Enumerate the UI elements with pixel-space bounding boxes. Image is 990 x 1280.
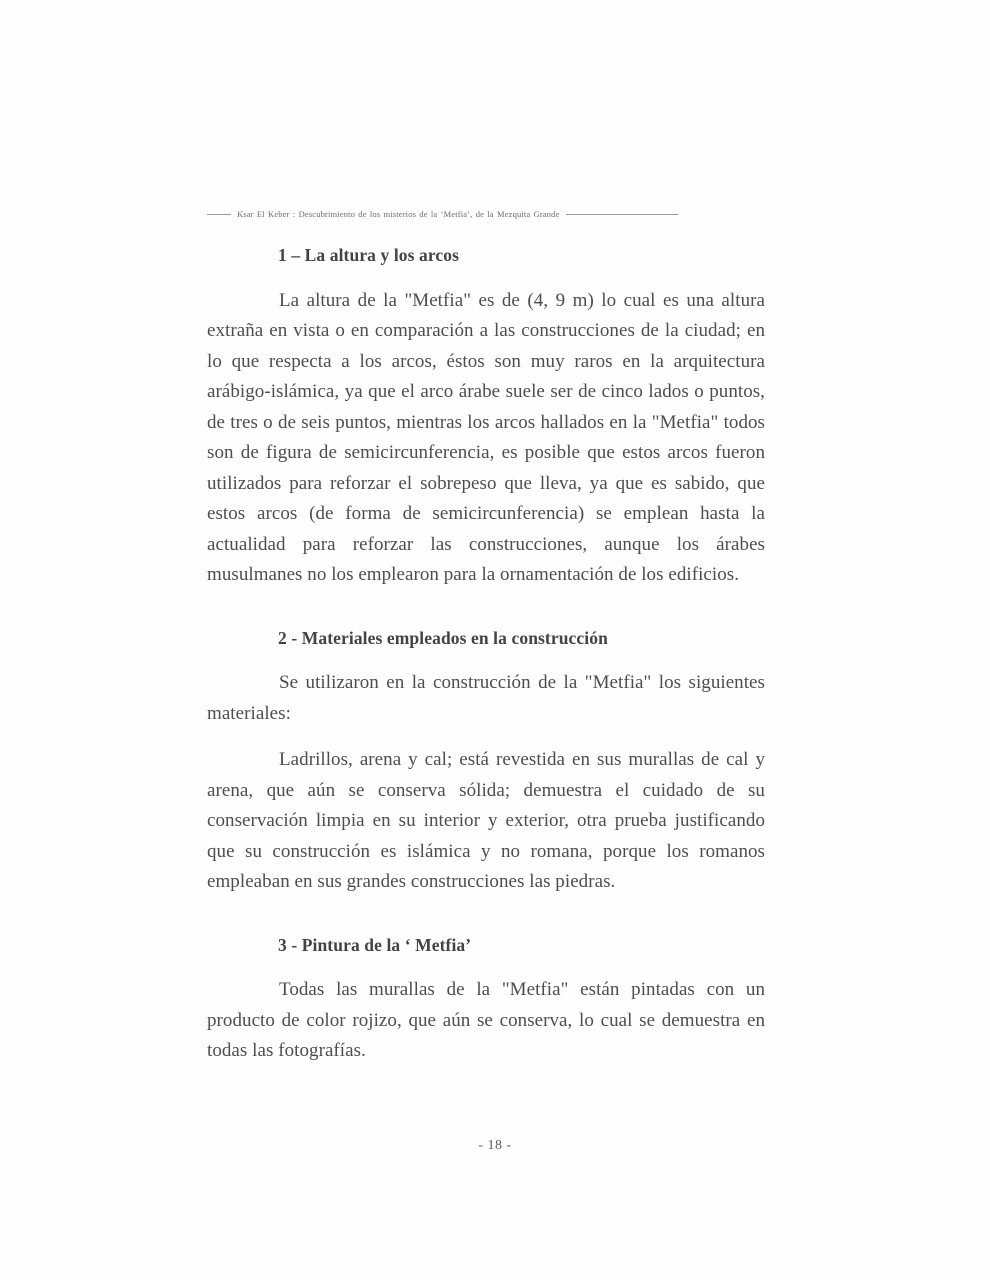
page-body xyxy=(207,244,765,1067)
section-2-paragraph-2: Ladrillos, arena y cal; está revestida en sus murallas de cal y arena, que aún se conserva sólida; demuestra el cuidado de su conservación limpia en su interior y exterior, otra prueba justificando que su construcción es islámica y no romana, porque los romanos empleaban en sus grandes construcciones las piedras. xyxy=(207,749,765,893)
running-header-text: Ksar El Keber : Descubrimiento de los misterios de la ‘Metfia’, de la Mezquita Grande xyxy=(237,209,560,219)
section-1-paragraph-1: La altura de la "Metfia" es de (4, 9 m) lo cual es una altura extraña en vista o en comparación a las construcciones de la ciudad; en lo que respecta a los arcos, éstos son muy raros en la arquitectura arábigo-islámica, ya que el arco árabe suele ser de cinco lados o puntos, de tres o de seis puntos, mientras los arcos hallados en la "Metfia" todos son de figura de semicircunferencia, es posible que estos arcos fueron utilizados para reforzar el sobrepeso que lleva, ya que es sabido, que estos arcos (de forma de semicircunferencia) se emplean hasta la actualidad para reforzar las construcciones, aunque los árabes musulmanes no los emplearon para la ornamentación de los edificios. xyxy=(207,289,765,586)
spacer xyxy=(207,268,765,286)
section-2-paragraph-1: Se utilizaron en la construcción de la "Metfia" los siguientes materiales: xyxy=(207,672,765,724)
spacer xyxy=(207,898,765,934)
section-heading-3: 3 - Pintura de la ‘ Metfia’ xyxy=(278,934,472,955)
spacer xyxy=(207,591,765,627)
section-heading-2: 2 - Materiales empleados en la construcción xyxy=(278,627,608,648)
spacer xyxy=(207,729,765,745)
header-rule-left xyxy=(207,214,231,215)
page-number: - 18 - xyxy=(478,1138,512,1153)
spacer xyxy=(207,957,765,975)
spacer xyxy=(207,650,765,668)
running-header xyxy=(207,206,767,222)
section-heading-1: 1 – La altura y los arcos xyxy=(278,245,460,265)
section-3-paragraph-1: Todas las murallas de la "Metfia" están pintadas con un producto de color rojizo, que aún se conserva, lo cual se demuestra en todas las fotografías. xyxy=(207,979,765,1062)
header-rule-right xyxy=(566,214,678,215)
